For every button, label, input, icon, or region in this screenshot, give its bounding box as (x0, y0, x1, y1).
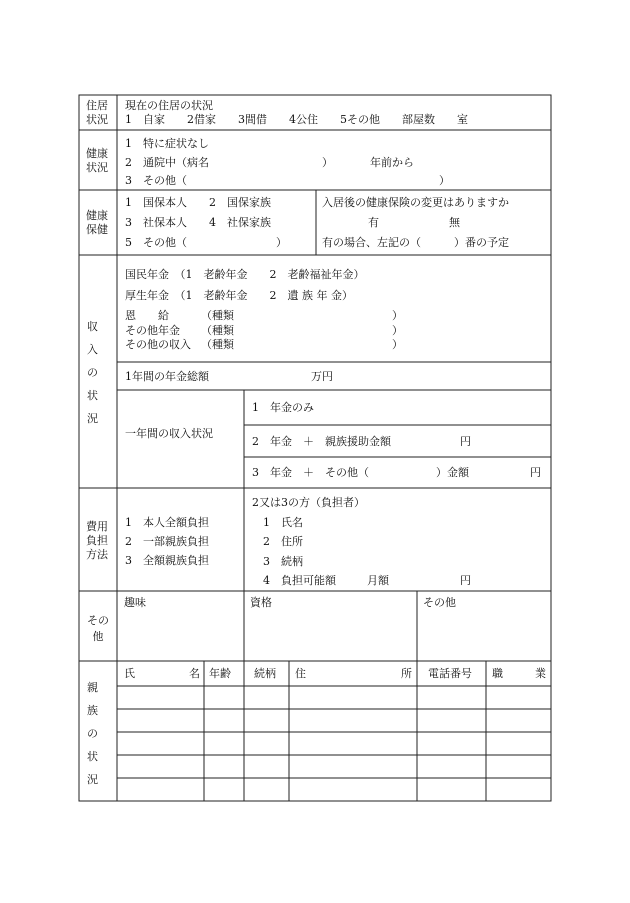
insurance-change-question: 入居後の健康保険の変更はありますか (322, 196, 509, 209)
other-hobby: 趣味 (124, 596, 146, 609)
cost-label-line2: 負担 (86, 534, 108, 547)
income-option-2-yen: 円 (460, 435, 471, 448)
income-other-income: その他の収入 (125, 338, 191, 351)
cost-payer-address: 2 住所 (263, 535, 303, 548)
cost-payer-yen: 円 (460, 574, 471, 587)
income-label-char-2: 入 (87, 343, 98, 356)
cost-option-1: 1 本人全額負担 (125, 516, 209, 529)
health-option-3: 3 その他（ (125, 174, 187, 187)
health-option-2: 2 通院中（病名 (125, 156, 209, 169)
insurance-option-1-2: 1 国保本人 2 国保家族 (125, 196, 271, 209)
insurance-option-3-4: 3 社保本人 4 社保家族 (125, 216, 271, 229)
insurance-change-no: 無 (449, 216, 460, 229)
relatives-label-char-1: 親 (87, 681, 98, 694)
residence-title: 現在の住居の状況 (125, 99, 213, 112)
income-annual-pension-total: 1年間の年金総額 (125, 370, 209, 383)
relatives-header-name-1: 氏 (124, 667, 135, 680)
income-other-pension-type: （種類 (201, 324, 234, 337)
insurance-option-5-close: ） (276, 236, 287, 249)
residence-label-line2: 状況 (86, 113, 108, 126)
cost-payer-title: 2又は3の方（負担者） (252, 496, 365, 509)
insurance-label-line2: 保健 (86, 223, 108, 236)
income-option-3: 3 年金 ＋ その他（ (252, 466, 369, 479)
health-option-2-close: ） (322, 156, 333, 169)
other-license: 資格 (250, 596, 272, 609)
relatives-label-char-3: の (87, 727, 98, 740)
income-other-income-type: （種類 (201, 338, 234, 351)
income-option-3-yen: 円 (530, 466, 541, 479)
residence-options: 1 自家 2借家 3間借 4公住 5その他 部屋数 室 (125, 113, 468, 126)
insurance-change-yes: 有 (368, 216, 379, 229)
relatives-header-age: 年齢 (209, 667, 231, 680)
health-option-1: 1 特に症状なし (125, 137, 209, 150)
income-label-char-3: の (87, 366, 98, 379)
income-onkyu-type: （種類 (201, 309, 234, 322)
health-option-3-close: ） (439, 174, 450, 187)
income-other-income-close: ） (392, 338, 403, 351)
income-annual-pension-unit: 万円 (311, 370, 333, 383)
income-other-pension: その他年金 (125, 324, 180, 337)
income-option-1: 1 年金のみ (252, 401, 314, 414)
cost-option-2: 2 一部親族負担 (125, 535, 209, 548)
insurance-option-5: 5 その他（ (125, 236, 187, 249)
relatives-label-char-5: 況 (87, 773, 98, 786)
other-misc: その他 (423, 596, 456, 609)
relatives-header-name-2: 名 (189, 667, 200, 680)
relatives-header-relation: 続柄 (254, 667, 276, 680)
cost-payer-relation: 3 続柄 (263, 555, 303, 568)
income-label-char-1: 収 (87, 320, 98, 333)
income-onkyu-close: ） (392, 309, 403, 322)
income-annual-status: 一年間の収入状況 (125, 427, 213, 440)
other-label-line2: 他 (92, 630, 104, 643)
income-national-pension: 国民年金 （1 老齢年金 2 老齢福祉年金） (125, 268, 365, 281)
income-option-3-amount: ）金額 (436, 466, 469, 479)
insurance-label-line1: 健康 (86, 209, 108, 222)
other-label-line1: その (87, 614, 109, 627)
cost-option-3: 3 全額親族負担 (125, 554, 209, 567)
cost-label-line3: 方法 (86, 548, 108, 561)
relatives-header-address-2: 所 (401, 667, 412, 680)
income-label-char-5: 況 (87, 412, 98, 425)
relatives-header-address-1: 住 (295, 667, 306, 680)
income-option-2: 2 年金 ＋ 親族援助金額 (252, 435, 391, 448)
health-label-line1: 健康 (86, 147, 108, 160)
insurance-change-plan: 有の場合、左記の（ ）番の予定 (322, 236, 509, 249)
relatives-label-char-2: 族 (87, 704, 98, 717)
relatives-header-job-1: 職 (492, 667, 503, 680)
relatives-header-job-2: 業 (535, 667, 546, 680)
cost-payer-name: 1 氏名 (263, 516, 303, 529)
cost-label-line1: 費用 (86, 520, 108, 533)
income-onkyu: 恩 給 (125, 309, 169, 322)
health-option-2-since: 年前から (370, 156, 414, 169)
income-welfare-pension: 厚生年金 （1 老齢年金 2 遺 族 年 金） (125, 289, 353, 302)
cost-payer-monthly: 月額 (367, 574, 389, 587)
income-other-pension-close: ） (392, 324, 403, 337)
cost-payer-capacity: 4 負担可能額 (263, 574, 336, 587)
relatives-label-char-4: 状 (87, 750, 98, 763)
residence-label-line1: 住居 (86, 99, 108, 112)
relatives-header-phone: 電話番号 (428, 667, 472, 680)
health-label-line2: 状況 (86, 161, 108, 174)
income-label-char-4: 状 (87, 389, 98, 402)
